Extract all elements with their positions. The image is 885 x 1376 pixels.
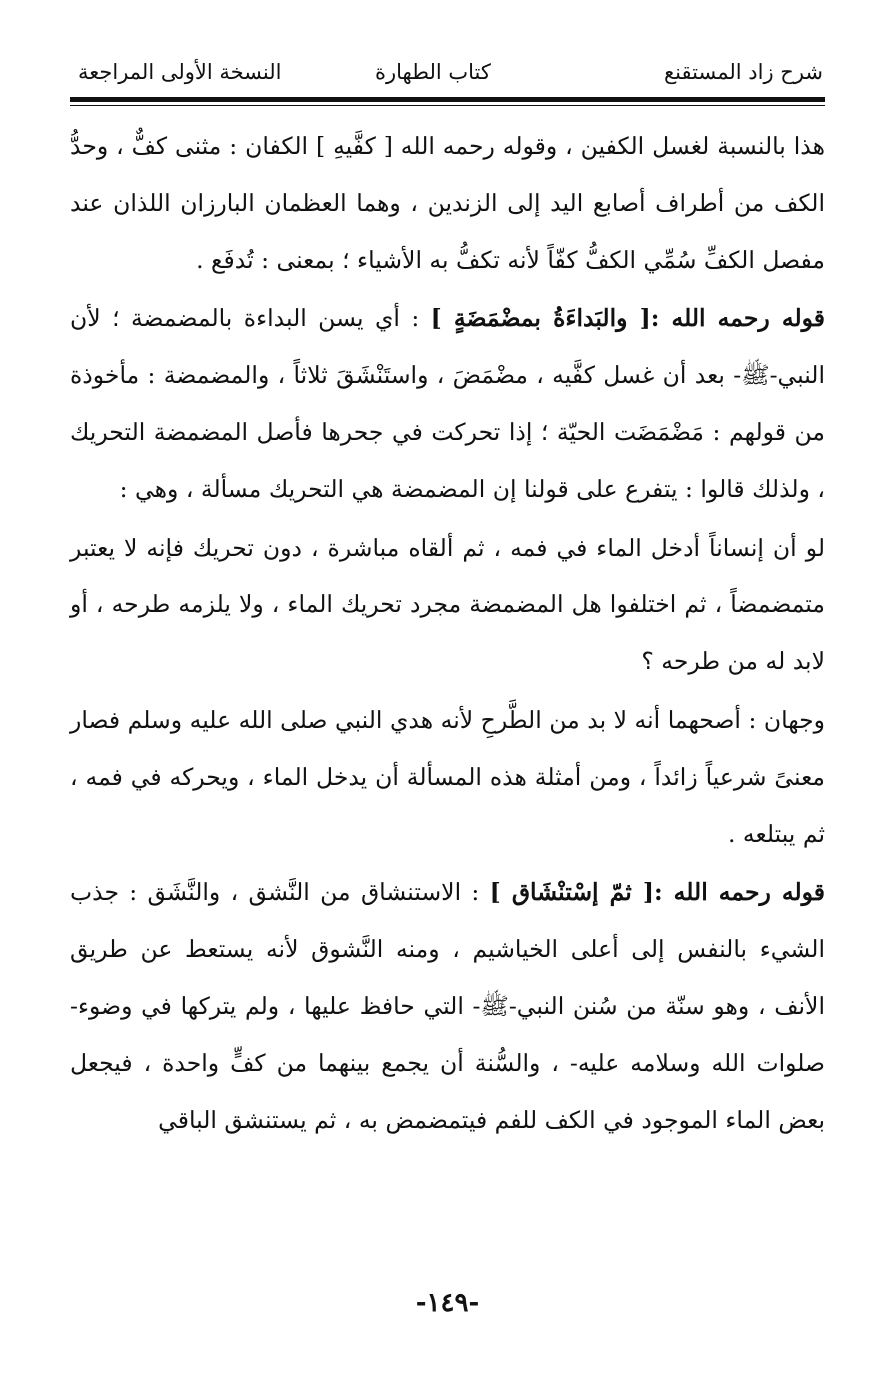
paragraph-text: وجهان : أصحهما أنه لا بد من الطَّرحِ لأنه هدي النبي صلى الله عليه وسلم فصار معنىً شرعياً زائداً ، ومن أمثلة هذه المسألة أن يدخل الماء ، ويحركه في فمه ، ثم يبتلعه . [70, 705, 825, 848]
running-header [70, 52, 825, 92]
header-book-title: شرح زاد المستقنع [664, 60, 823, 84]
paragraph-text: هذا بالنسبة لغسل الكفين ، وقوله رحمه الله [ كفَّيهِ ] الكفان : مثنى كفٌّ ، وحدُّ الكف من أطراف أصابع اليد إلى الزندين ، وهما العظمان البارزان اللذان عند مفصل الكفِّ سُمِّي الكفُّ كفّاً لأنه تكفُّ به الأشياء ؛ بمعنى : تُدفَع . [70, 132, 825, 274]
paragraph-text: : الاستنشاق من النَّشق ، والنَّشَق : جذب الشيء بالنفس إلى أعلى الخياشيم ، ومنه النَّشوق لأنه يستعط عن طريق الأنف ، وهو سنّة من سُنن النبي-ﷺ- التي حافظ عليها ، ولم يتركها في وضوء-صلوات الله وسلامه عليه- ، والسُّنة أن يجمع بينهما من كفٍّ واحدة ، فيجعل بعض الماء الموجود في الكف للفم فيتمضمض به ، ثم يستنشق الباقي [70, 878, 825, 1134]
paragraph [70, 520, 825, 690]
paragraph-lead: قوله رحمه الله :[ والبَداءَةُ بمضْمَضَةٍ ] [430, 304, 825, 333]
paragraph [70, 290, 825, 517]
document-page [70, 0, 825, 1376]
paragraph-text: لو أن إنساناً أدخل الماء في فمه ، ثم ألقاه مباشرة ، دون تحريك فإنه لا يعتبر متمضمضاً ، ثم اختلفوا هل المضمضة مجرد تحريك الماء ، ولا يلزمه طرحه ، أو لابد له من طرحه ؟ [70, 533, 825, 676]
body-text [70, 118, 825, 1148]
paragraph [70, 864, 825, 1148]
paragraph [70, 118, 825, 288]
header-rule-thin [70, 105, 825, 106]
paragraph [70, 692, 825, 862]
paragraph-lead: قوله رحمه الله :[ ثمّ إسْتنْشَاق ] [489, 878, 825, 907]
paragraph-text: : أي يسن البداءة بالمضمضة ؛ لأن النبي-ﷺ- بعد أن غسل كفَّيه ، مضْمَضَ ، واستَنْشَقَ ثلاثاً ، والمضمضة : مأخوذة من قولهم : مَضْمَضَت الحيّة ؛ إذا تحركت في جحرها فأصل المضمضة التحريك ، ولذلك قالوا : يتفرع على قولنا إن المضمضة هي التحريك مسألة ، وهي : [70, 304, 825, 503]
header-rule-thick [70, 97, 825, 102]
header-edition-note: النسخة الأولى المراجعة [78, 60, 282, 84]
header-chapter-title: كتاب الطهارة [375, 60, 491, 84]
page-number: -١٤٩- [415, 1288, 480, 1318]
